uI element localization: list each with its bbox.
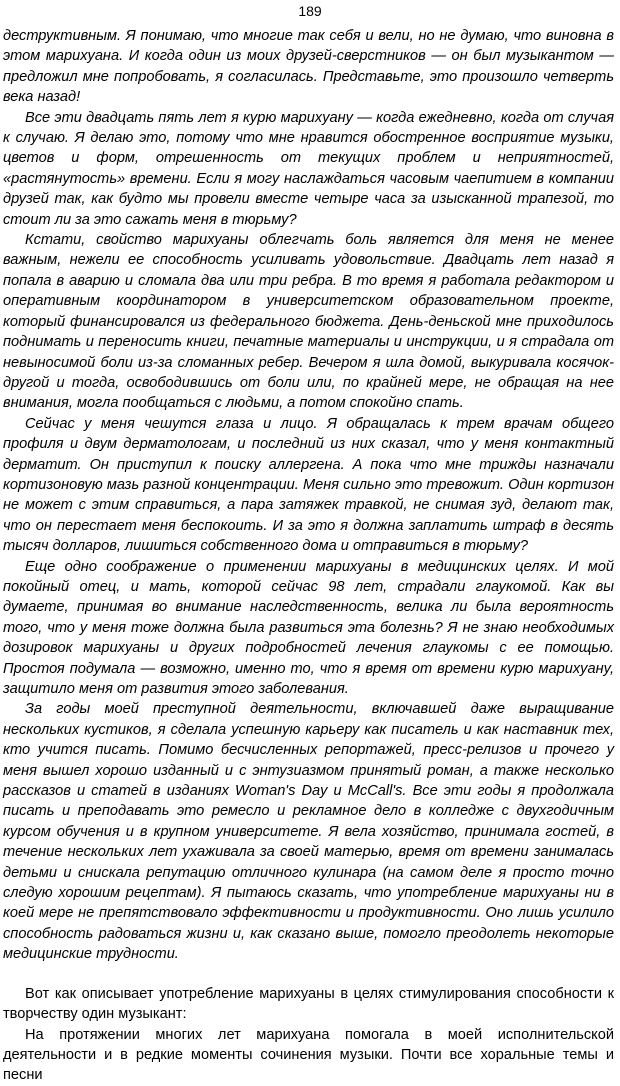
page-number: 189 xyxy=(298,3,322,19)
paragraph: На протяжении многих лет марихуана помогала в моей исполнительской деятельности и в редкие моменты сочинения музыки. Почти все хоральные темы и песни xyxy=(3,1026,614,1084)
paragraph: Кстати, свойство марихуаны облегчать боль является для меня не менее важным, нежели ее способность усиливать удовольствие. Двадцать лет назад я попала в аварию и сломала два или три ребра. В то время я работала редактором и оперативным координатором в университетском образовательном проекте, который финансировался из федерального бюджета. День-деньской мне приходилось поднимать и переносить книги, печатные материалы и инструкции, и я страдала от невыносимой боли из-за сломанных ребер. Вечером я шла домой, выкуривала косячок-другой и тогда, освободившись от боли или, по крайней мере, не обращая на нее внимания, могла пообщаться с людьми, а потом спокойно спать. xyxy=(3,232,614,412)
paragraph: Вот как описывает употребление марихуаны в целях стимулирования способности к творчеству один музыкант: xyxy=(3,985,614,1023)
paragraph: За годы моей преступной деятельности, включавшей даже выращивание нескольких кустиков, я сделала успешную карьеру как писатель и как наставник тех, кто учится писать. Помимо бесчисленных репортажей, пресс-релизов и прочего у меня вышел хорошо изданный и с энтузиазмом принятый роман, а также несколько рассказов и статей в изданиях Woman's Day и McCall's. Все эти годы я продолжала писать и преподавать это ремесло и рекламное дело в колледже с двухгодичным курсом обучения и в крупном университете. Я вела хозяйство, принимала гостей, в течение нескольких лет ухаживала за своей матерью, время от времени занималась детьми и снискала репутацию отличного кулинара (на самом деле я просто точно следую хорошим рецептам). Я пытаюсь сказать, что употребление марихуаны ни в коей мере не препятствовало эффективности и продуктивности. Оно лишь усилило способность радоваться жизни и, как сказано выше, помогло преодолеть некоторые медицинские трудности. xyxy=(3,701,614,963)
paragraph: Еще одно соображение о применении марихуаны в медицинских целях. И мой покойный отец, и мать, которой сейчас 98 лет, страдали глаукомой. Как вы думаете, принимая во внимание наследственность, велика ли была вероятность того, что у меня тоже должна была развиться эта болезнь? Я не знаю необходимых дозировок марихуаны и других подробностей лечения глаукомы с ее помощью. Простоя подумала — возможно, именно то, что я время от времени курю марихуану, защитило меня от развития этого заболевания. xyxy=(3,558,614,697)
page-body xyxy=(3,26,614,1086)
paragraph: деструктивным. Я понимаю, что многие так себя и вели, но не думаю, что виновна в этом марихуана. И когда один из моих друзей-сверстников — он был музыкантом — предложил мне попробовать, я согласилась. Представьте, это произошло четверть века назад! xyxy=(3,28,614,106)
paragraph: Все эти двадцать пять лет я курю марихуану — когда ежедневно, когда от случая к случаю. Я делаю это, потому что мне нравится обостренное восприятие музыки, цветов и форм, отрешенность от текущих проблем и неприятностей, «растянутость» времени. Если я могу наслаждаться часовым чаепитием в компании друзей так, как будто мы провели вместе четыре часа за изысканной трапезой, то стоит ли за это сажать меня в тюрьму? xyxy=(3,109,614,228)
paragraph: Сейчас у меня чешутся глаза и лицо. Я обращалась к трем врачам общего профиля и двум дерматологам, и последний из них сказал, что у меня контактный дерматит. Он приступил к поиску аллергена. А пока что мне трижды назначали кортизоновую мазь разной концентрации. Меня сильно это тревожит. Один кортизон не может с этим справиться, а пара затяжек травкой, не снимая зуд, делают так, что он перестает меня беспокоить. И за это я должна заплатить штраф в десять тысяч долларов, лишиться собственного дома и отправиться в тюрьму? xyxy=(3,415,614,555)
